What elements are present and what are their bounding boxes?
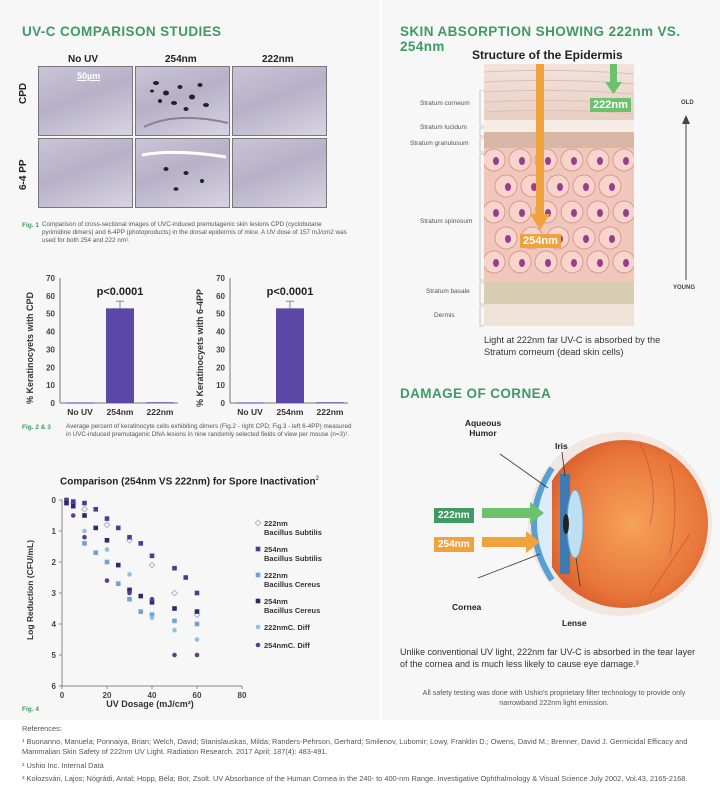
layer-dermis-band xyxy=(484,304,634,326)
scatter-point-series-3 xyxy=(64,501,69,506)
scatter-ytick: 3 xyxy=(51,589,56,598)
scatter-point-series-1 xyxy=(105,516,110,521)
scatter-legend-marker-0 xyxy=(255,520,261,526)
scatter-point-series-2 xyxy=(138,609,143,614)
scatter-title xyxy=(60,476,319,487)
scatter-legend-marker-5 xyxy=(256,643,261,648)
arrow-254-shaft xyxy=(536,64,544,214)
scatter-xtick: 60 xyxy=(192,691,202,700)
scatter-point-series-2 xyxy=(116,581,121,586)
scale-bar-label: 50µm xyxy=(77,71,101,81)
bar-chart-ytick: 50 xyxy=(216,309,225,319)
reference-2: ² Ushio Inc. Internal Data xyxy=(22,760,104,770)
scatter-legend-marker-3 xyxy=(256,599,261,604)
scatter-legend-marker-1 xyxy=(256,547,261,552)
bar-chart-64pp-xtick-no-uv: No UV xyxy=(237,407,263,417)
scatter-point-series-5 xyxy=(105,578,110,583)
bar-chart-ytick: 70 xyxy=(46,274,55,283)
bar-chart-64pp-bar-254 xyxy=(276,308,304,403)
skin-cell-nucleus xyxy=(571,259,577,267)
skin-cell-nucleus xyxy=(583,183,589,191)
skin-cell-nucleus xyxy=(493,209,499,217)
scatter-ytick: 0 xyxy=(51,496,56,505)
micrograph-cpd-222 xyxy=(232,66,327,136)
pupil xyxy=(563,514,569,534)
skin-cell-nucleus xyxy=(545,259,551,267)
bar-chart-64pp-xtick-222: 222nm xyxy=(316,407,344,417)
scatter-legend-label-3: 254nm xyxy=(264,597,288,606)
skin-cell-nucleus xyxy=(571,157,577,165)
bar-chart-ytick: 40 xyxy=(216,327,225,337)
scatter-point-series-1 xyxy=(71,499,76,504)
scatter-legend-label-1-cont: Bacillus Subtilis xyxy=(264,554,322,563)
skin-cell-nucleus xyxy=(493,259,499,267)
scatter-point-series-2 xyxy=(82,541,87,546)
scatter-xtick: 0 xyxy=(59,691,65,700)
fig23-caption: Average percent of keratinocyte cells exhibiting dimers (Fig.2 - right CPD; Fig.3 - left 6-4PP) measured in UVC-induced premutagenic DNA lesions in nine randomly selected fields of view per mouse (n=3)¹. xyxy=(66,423,352,438)
scatter-ytick: 1 xyxy=(51,527,56,536)
scatter-point-series-4 xyxy=(105,547,110,552)
scatter-point-series-1 xyxy=(138,541,143,546)
arrow-254-eye-shaft xyxy=(482,537,526,547)
scatter-point-series-1 xyxy=(172,566,177,571)
arrow-222-shaft xyxy=(610,64,617,82)
arrow-222-eye-shaft xyxy=(482,508,530,518)
scatter-point-series-3 xyxy=(172,606,177,611)
age-young-label: YOUNG xyxy=(673,285,696,291)
scatter-point-series-1 xyxy=(116,526,121,531)
reference-1: ¹ Buonanno, Manuela; Ponnaiya, Brian; Welch, David; Stanislauskas, Milda; Randers-Pehrson, Gerhard; Smilenov, Lubomir; Lowy, Franklin D.; Owens, David M.; Brenner, David J. Germicidal Efficacy and Mammalian Skin Safety of 222nm UV Light. Radiation Research. 2017 April; 187(4): 483-491. xyxy=(22,737,688,757)
eye-label-iris: Iris xyxy=(555,441,568,451)
skin-cell-nucleus xyxy=(609,235,615,243)
bar-chart-64pp-yticks xyxy=(216,274,225,408)
age-arrow xyxy=(676,112,696,280)
skin-cell-nucleus xyxy=(519,209,525,217)
skin-cell-nucleus xyxy=(623,259,629,267)
bar-chart-ytick: 10 xyxy=(216,381,225,391)
scatter-point-series-2 xyxy=(195,622,200,627)
scatter-point-series-1 xyxy=(183,575,188,580)
scatter-point-series-1 xyxy=(93,507,98,512)
skin-cell-nucleus xyxy=(505,183,511,191)
scatter-point-series-3 xyxy=(82,513,87,518)
scatter-legend-label-0-cont: Bacillus Subtilis xyxy=(264,528,322,537)
skin-cell-nucleus xyxy=(557,183,563,191)
label-254-skin: 254nm xyxy=(520,234,561,248)
scatter-title-text: Comparison (254nm VS 222nm) for Spore Inactivation xyxy=(60,476,316,488)
skin-cell-nucleus xyxy=(519,259,525,267)
scatter-point-series-3 xyxy=(105,538,110,543)
bar-chart-64pp-pvalue: p<0.0001 xyxy=(266,286,314,298)
skin-title: SKIN ABSORPTION SHOWING 222nm VS. 254nm xyxy=(400,24,681,54)
scatter-ytick: 6 xyxy=(51,682,56,691)
eye-label-cornea: Cornea xyxy=(452,602,482,612)
micro-col-header-254: 254nm xyxy=(165,54,197,65)
micro-row-label-cpd: CPD xyxy=(18,82,29,104)
skin-cell-nucleus xyxy=(493,157,499,165)
skin-cell-nucleus xyxy=(583,235,589,243)
micrograph-64pp-no-uv xyxy=(38,138,133,208)
scatter-point-series-4 xyxy=(195,637,200,642)
micro-row-label-64pp: 6-4 PP xyxy=(18,159,29,190)
scatter-title-sup: 2 xyxy=(315,476,319,482)
bar-chart-ytick: 10 xyxy=(46,381,55,391)
scatter-xtick: 40 xyxy=(147,691,157,700)
scatter-axes xyxy=(52,496,247,700)
scatter-ylabel: Log Reduction (CFU/mL) xyxy=(25,539,35,641)
bar-chart-ytick: 20 xyxy=(46,363,55,373)
scatter-point-series-3 xyxy=(93,526,98,531)
bar-chart-cpd-xtick-222: 222nm xyxy=(146,407,174,417)
bar-chart-ytick: 20 xyxy=(216,363,225,373)
micrograph-cpd-254 xyxy=(135,66,230,136)
scatter-point-series-1 xyxy=(195,591,200,596)
bar-chart-cpd-pvalue: p<0.0001 xyxy=(96,286,144,298)
skin-cell-nucleus xyxy=(597,209,603,217)
bar-chart-64pp-xtick-254: 254nm xyxy=(276,407,304,417)
scatter-point-series-0 xyxy=(82,507,88,513)
scatter-point-series-4 xyxy=(127,572,132,577)
micro-col-header-222: 222nm xyxy=(262,54,294,65)
skin-cell-nucleus xyxy=(519,157,525,165)
cornea-title: DAMAGE OF CORNEA xyxy=(400,386,552,401)
scatter-legend-marker-2 xyxy=(256,573,261,578)
layer-label-lucidum: Stratum lucidum xyxy=(420,124,467,131)
scatter-point-series-3 xyxy=(195,609,200,614)
bar-chart-ytick: 60 xyxy=(216,291,225,301)
skin-cell-nucleus xyxy=(597,259,603,267)
scatter-legend-label-4: 222nmC. Diff xyxy=(264,623,310,632)
layer-label-basale: Stratum basale xyxy=(426,288,470,295)
layer-lucidum-band xyxy=(484,120,634,132)
scatter-point-series-4 xyxy=(172,628,177,633)
layer-label-corneum: Stratum corneum xyxy=(420,100,470,107)
lens-shape xyxy=(567,490,583,558)
scatter-point-series-5 xyxy=(195,653,200,658)
scatter-legend-label-0: 222nm xyxy=(264,519,288,528)
scatter-point-series-2 xyxy=(105,560,110,565)
scatter-legend-label-3-cont: Bacillus Cereus xyxy=(264,606,321,615)
scatter-xtick: 20 xyxy=(102,691,112,700)
micrograph-64pp-254-dots xyxy=(136,139,231,209)
scatter-point-series-1 xyxy=(150,554,155,559)
bar-chart-ytick: 30 xyxy=(46,345,55,355)
bar-chart-64pp xyxy=(190,268,355,423)
label-222-skin: 222nm xyxy=(590,98,631,112)
scatter-point-series-5 xyxy=(172,653,177,658)
references-block xyxy=(22,724,706,784)
scatter-point-series-4 xyxy=(82,529,87,534)
scatter-legend-label-1: 254nm xyxy=(264,545,288,554)
fig1-label: Fig. 1 xyxy=(22,222,39,229)
bar-chart-cpd-bar-no-uv xyxy=(66,402,94,403)
bar-chart-ytick: 70 xyxy=(216,274,225,283)
scatter-legend-label-2-cont: Bacillus Cereus xyxy=(264,580,321,589)
scatter-ytick: 2 xyxy=(51,558,56,567)
cornea-caption: Unlike conventional UV light, 222nm far UV-C is absorbed in the tear layer of the cornea and is much less likely to cause eye damage.³ xyxy=(400,647,696,669)
scatter-point-series-0 xyxy=(149,562,155,568)
fig1-caption: Comparison of cross-sectional images of UVC-induced premutagenic skin lesions CPD (cyclobutane pyrimidine dimers) and 6-4PP (photoproducts) in the dorsal epidermis of mice. A UV dose of 157 mJ/cm2 was used for both 254 and 222 nm¹. xyxy=(42,221,347,244)
scatter-point-series-1 xyxy=(82,501,87,506)
skin-cell-nucleus xyxy=(505,235,511,243)
fig23-label: Fig. 2 & 3 xyxy=(22,424,51,431)
cornea-note: All safety testing was done with Ushio's proprietary filter technology to provide only narrowband 222nm light emission. xyxy=(422,688,686,707)
bar-chart-64pp-bar-no-uv xyxy=(236,402,264,403)
scatter-point-series-3 xyxy=(138,594,143,599)
fig4-label: Fig. 4 xyxy=(22,706,39,713)
reference-3: ³ Kolozsvári, Lajos; Nógrádi, Antal; Hopp, Béla; Bor, Zsolt. UV Absorbance of the Human Cornea in the 240- to 400-nm Range. Investigative Ophthalmology & Visual Science July 2002, Vol.43, 2165-2168. xyxy=(22,773,688,783)
eye-label-aqueous-humor: Aqueous Humor xyxy=(464,418,502,438)
micrograph-cpd-no-uv xyxy=(38,66,133,136)
bar-chart-cpd-xtick-254: 254nm xyxy=(106,407,134,417)
epidermis-structure-title: Structure of the Epidermis xyxy=(472,48,623,62)
scatter-point-series-5 xyxy=(127,591,132,596)
bar-chart-ytick: 50 xyxy=(46,309,55,319)
scatter-point-series-0 xyxy=(172,590,178,596)
bar-chart-cpd xyxy=(20,268,185,423)
scatter-point-series-5 xyxy=(71,513,76,518)
layer-spinosum-band xyxy=(484,148,634,282)
scatter-ytick: 5 xyxy=(51,651,56,660)
layer-label-dermis: Dermis xyxy=(434,312,455,319)
scatter-xlabel: UV Dosage (mJ/cm²) xyxy=(106,699,194,709)
uvc-title: UV-C COMPARISON STUDIES xyxy=(22,24,222,39)
skin-cell-nucleus xyxy=(623,157,629,165)
layer-granulosum-band xyxy=(484,132,634,148)
skin-cell-nucleus xyxy=(623,209,629,217)
scatter-legend-marker-4 xyxy=(256,625,261,630)
skin-caption: Light at 222nm far UV-C is absorbed by the Stratum corneum (dead skin cells) xyxy=(484,335,661,357)
micrograph-cpd-254-dots xyxy=(136,67,231,137)
scatter-point-series-3 xyxy=(71,504,76,509)
bar-chart-ytick: 30 xyxy=(216,345,225,355)
spore-scatter-chart xyxy=(22,490,362,710)
scatter-point-series-1 xyxy=(127,535,132,540)
bar-chart-cpd-bar-222 xyxy=(146,402,174,403)
references-heading: References: xyxy=(22,724,62,733)
scatter-point-series-3 xyxy=(116,563,121,568)
layer-label-granulosum: Stratum granulosum xyxy=(410,140,469,147)
bar-chart-cpd-xtick-no-uv: No UV xyxy=(67,407,93,417)
bar-chart-cpd-yticks xyxy=(46,274,55,408)
scatter-legend-label-2: 222nm xyxy=(264,571,288,580)
scatter-legend xyxy=(255,519,322,650)
scatter-point-series-2 xyxy=(127,597,132,602)
scatter-point-series-0 xyxy=(104,522,110,528)
skin-cell-nucleus xyxy=(597,157,603,165)
eye-label-lense: Lense xyxy=(562,618,587,628)
skin-cell-nucleus xyxy=(571,209,577,217)
label-254-eye: 254nm xyxy=(434,537,474,552)
scatter-xtick: 80 xyxy=(237,691,247,700)
bar-chart-64pp-ylabel: % Keratinocyets with 6-4PP xyxy=(195,288,205,408)
bar-chart-ytick: 0 xyxy=(220,399,225,408)
bar-chart-ytick: 60 xyxy=(46,291,55,301)
layer-label-spinosum: Stratum spinosum xyxy=(420,218,473,225)
bar-chart-cpd-bar-254 xyxy=(106,308,134,403)
skin-cell-nucleus xyxy=(545,157,551,165)
skin-cell-nucleus xyxy=(609,183,615,191)
micrograph-64pp-222 xyxy=(232,138,327,208)
bar-chart-ytick: 40 xyxy=(46,327,55,337)
scatter-point-series-2 xyxy=(172,619,177,624)
bar-chart-cpd-ylabel: % Keratinocyets with CPD xyxy=(25,291,35,405)
scatter-point-series-5 xyxy=(82,535,87,540)
scatter-points xyxy=(64,498,200,658)
micrograph-64pp-254 xyxy=(135,138,230,208)
layer-bracket-lines xyxy=(404,90,486,330)
layer-basale-band xyxy=(484,282,634,304)
micro-col-header-no-uv: No UV xyxy=(68,54,98,65)
bar-chart-64pp-bar-222 xyxy=(316,402,344,403)
scatter-legend-label-5: 254nmC. Diff xyxy=(264,641,310,650)
age-old-label: OLD xyxy=(681,100,694,106)
scatter-point-series-4 xyxy=(150,616,155,621)
scatter-point-series-2 xyxy=(93,550,98,555)
label-222-eye: 222nm xyxy=(434,508,474,523)
bar-chart-ytick: 0 xyxy=(50,399,55,408)
scatter-point-series-5 xyxy=(150,597,155,602)
scatter-ytick: 4 xyxy=(51,620,56,629)
